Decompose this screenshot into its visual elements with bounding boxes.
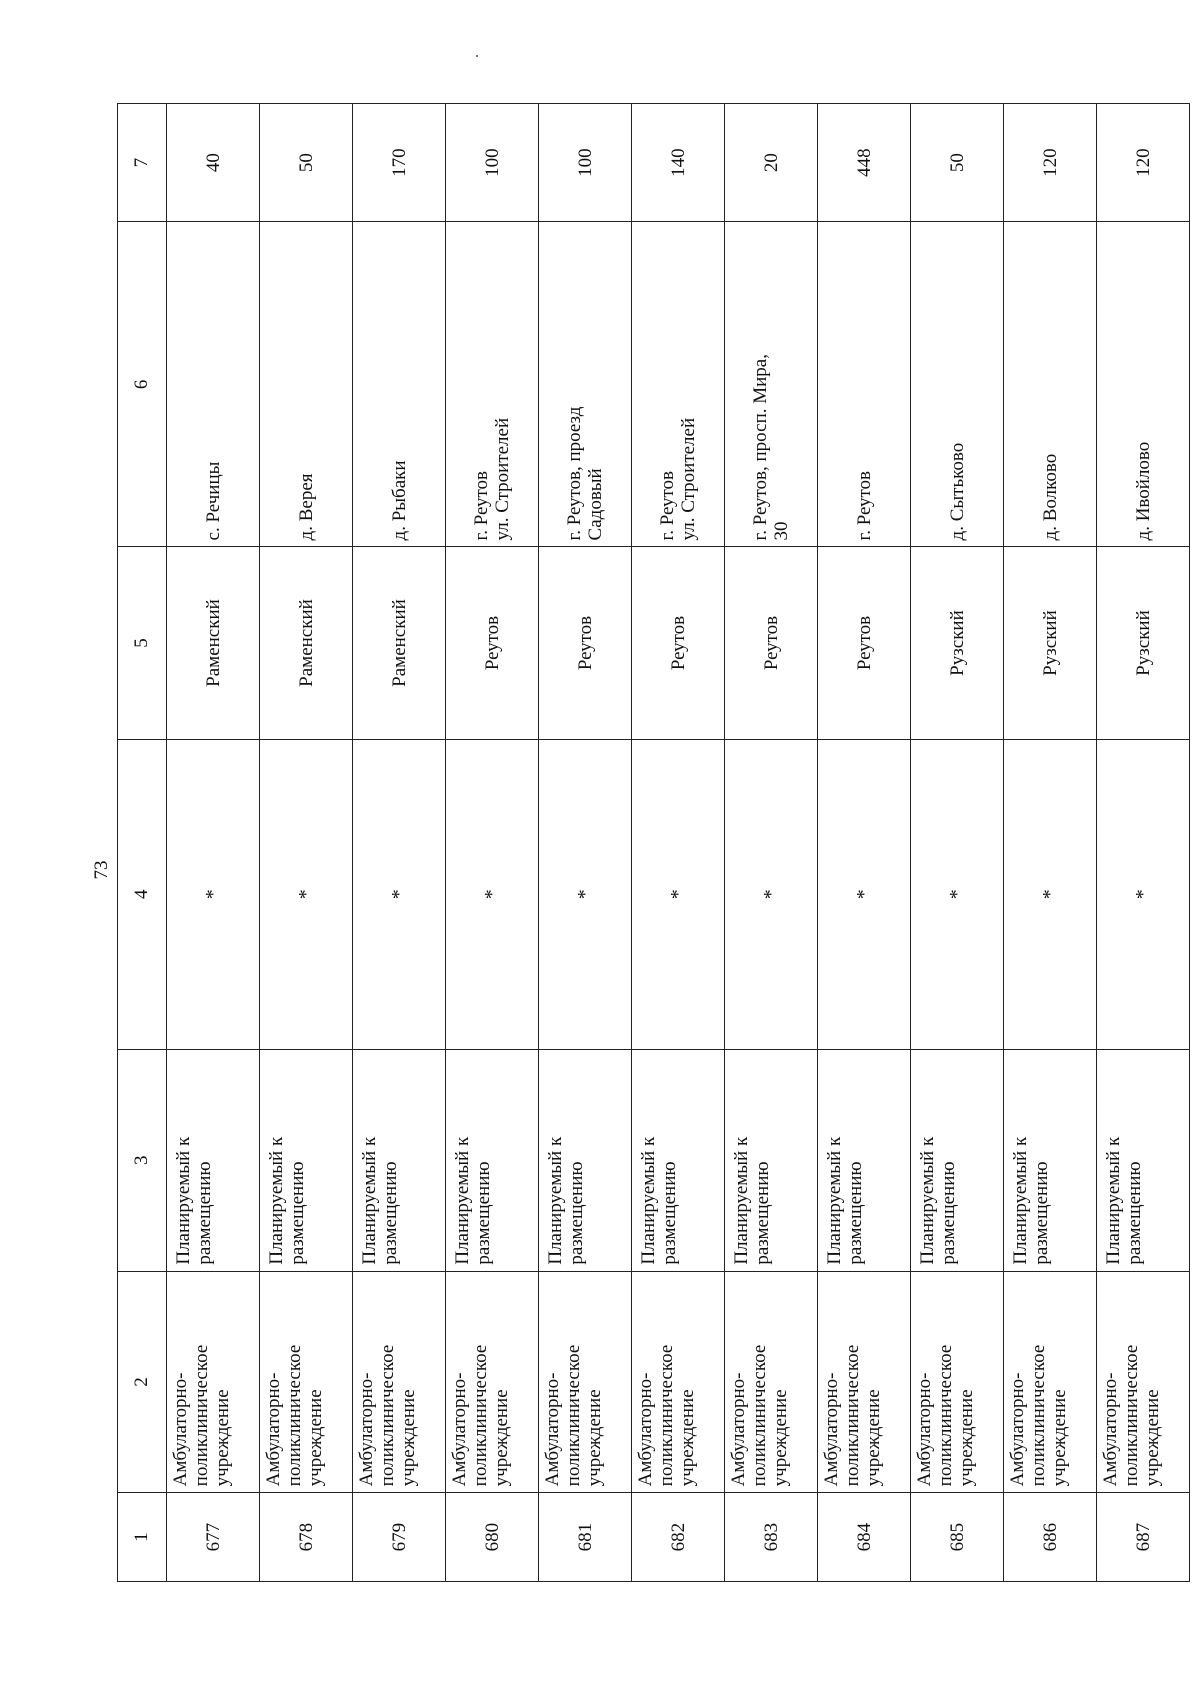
table-row bbox=[446, 104, 539, 1582]
facility-type-cell-text: Амбулаторно- поликлиническое учреждение bbox=[356, 1344, 419, 1487]
capacity-cell bbox=[1097, 104, 1190, 222]
mark-cell-text: * bbox=[387, 889, 410, 900]
district-cell bbox=[167, 547, 260, 739]
location-cell-text: д. Сытьково bbox=[946, 442, 968, 541]
district-cell-text: Реутов bbox=[760, 615, 782, 671]
capacity-cell-text: 20 bbox=[760, 153, 782, 173]
location-cell bbox=[911, 222, 1004, 547]
facility-type-cell-text: Амбулаторно- поликлиническое учреждение bbox=[170, 1344, 233, 1487]
header-cell-4: 4 bbox=[118, 739, 167, 1049]
row-number-cell-text: 677 bbox=[202, 1522, 224, 1552]
status-cell bbox=[725, 1049, 818, 1271]
mark-cell-text: * bbox=[573, 889, 596, 900]
header-cell-2: 2 bbox=[118, 1271, 167, 1493]
district-cell-text: Раменский bbox=[202, 599, 224, 687]
table-row bbox=[539, 104, 632, 1582]
status-cell bbox=[353, 1049, 446, 1271]
row-number-cell-text: 683 bbox=[760, 1522, 782, 1552]
location-cell bbox=[353, 222, 446, 547]
mark-cell-text: * bbox=[666, 889, 689, 900]
mark-cell bbox=[632, 739, 725, 1049]
location-cell-text: г. Реутов bbox=[853, 471, 875, 541]
table-row bbox=[1097, 104, 1190, 1582]
location-cell-text: д. Верея bbox=[295, 473, 317, 541]
status-cell-text: Планируемый к размещению bbox=[545, 1136, 587, 1265]
status-cell bbox=[818, 1049, 911, 1271]
district-cell-text: Раменский bbox=[295, 599, 317, 687]
location-cell-text: г. Реутов ул. Строителей bbox=[657, 417, 699, 541]
facility-type-cell bbox=[818, 1271, 911, 1493]
mark-cell-text: * bbox=[945, 889, 968, 900]
row-number-cell bbox=[818, 1493, 911, 1582]
document-table-area bbox=[117, 103, 1163, 1582]
facility-type-cell bbox=[911, 1271, 1004, 1493]
mark-cell bbox=[1097, 739, 1190, 1049]
capacity-cell-text: 170 bbox=[388, 148, 410, 177]
capacity-cell-text: 120 bbox=[1039, 148, 1061, 177]
location-cell-text: д. Ивойлово bbox=[1132, 441, 1154, 541]
facility-type-cell bbox=[539, 1271, 632, 1493]
location-cell bbox=[632, 222, 725, 547]
location-cell-text: д. Волково bbox=[1039, 453, 1061, 541]
location-cell-text: г. Реутов ул. Строителей bbox=[471, 417, 513, 541]
table-row bbox=[260, 104, 353, 1582]
district-cell-text: Рузский bbox=[1132, 610, 1154, 676]
row-number-cell-text: 686 bbox=[1039, 1522, 1061, 1552]
district-cell bbox=[725, 547, 818, 739]
row-number-cell-text: 681 bbox=[574, 1522, 596, 1552]
mark-cell-text: * bbox=[201, 889, 224, 900]
row-number-cell bbox=[539, 1493, 632, 1582]
location-cell-text: д. Рыбаки bbox=[388, 460, 410, 541]
facility-type-cell-text: Амбулаторно- поликлиническое учреждение bbox=[728, 1344, 791, 1487]
facility-type-cell-text: Амбулаторно- поликлиническое учреждение bbox=[449, 1344, 512, 1487]
district-cell bbox=[260, 547, 353, 739]
district-cell-text: Реутов bbox=[853, 615, 875, 671]
district-cell-text: Рузский bbox=[1039, 610, 1061, 676]
row-number-cell bbox=[632, 1493, 725, 1582]
district-cell bbox=[911, 547, 1004, 739]
capacity-cell-text: 448 bbox=[853, 148, 875, 177]
mark-cell-text: * bbox=[852, 889, 875, 900]
status-cell-text: Планируемый к размещению bbox=[638, 1136, 680, 1265]
status-cell bbox=[167, 1049, 260, 1271]
location-cell bbox=[539, 222, 632, 547]
facility-type-cell bbox=[725, 1271, 818, 1493]
facilities-table bbox=[117, 103, 1190, 1582]
status-cell-text: Планируемый к размещению bbox=[1010, 1136, 1052, 1265]
mark-cell bbox=[1004, 739, 1097, 1049]
district-cell bbox=[446, 547, 539, 739]
mark-cell-text: * bbox=[480, 889, 503, 900]
district-cell-text: Рузский bbox=[946, 610, 968, 676]
status-cell bbox=[446, 1049, 539, 1271]
facility-type-cell-text: Амбулаторно- поликлиническое учреждение bbox=[1100, 1344, 1163, 1487]
row-number-cell bbox=[167, 1493, 260, 1582]
row-number-cell-text: 684 bbox=[853, 1522, 875, 1552]
rotated-table-wrapper bbox=[117, 103, 1163, 1582]
table-row bbox=[1004, 104, 1097, 1582]
table-row bbox=[632, 104, 725, 1582]
header-cell-3: 3 bbox=[118, 1049, 167, 1271]
district-cell bbox=[353, 547, 446, 739]
facility-type-cell-text: Амбулаторно- поликлиническое учреждение bbox=[542, 1344, 605, 1487]
district-cell bbox=[1097, 547, 1190, 739]
page-number: 73 bbox=[91, 860, 112, 880]
district-cell-text: Реутов bbox=[574, 615, 596, 671]
location-cell-text: г. Реутов, проезд Садовый bbox=[564, 406, 606, 541]
location-cell bbox=[446, 222, 539, 547]
row-number-cell bbox=[725, 1493, 818, 1582]
capacity-cell bbox=[1004, 104, 1097, 222]
status-cell-text: Планируемый к размещению bbox=[452, 1136, 494, 1265]
header-cell-1: 1 bbox=[118, 1493, 167, 1582]
table-row bbox=[818, 104, 911, 1582]
row-number-cell-text: 680 bbox=[481, 1522, 503, 1552]
mark-cell-text: * bbox=[294, 889, 317, 900]
capacity-cell bbox=[911, 104, 1004, 222]
row-number-cell-text: 678 bbox=[295, 1522, 317, 1552]
status-cell-text: Планируемый к размещению bbox=[917, 1136, 959, 1265]
header-cell-5: 5 bbox=[118, 547, 167, 739]
location-cell bbox=[167, 222, 260, 547]
mark-cell bbox=[725, 739, 818, 1049]
mark-cell bbox=[539, 739, 632, 1049]
district-cell bbox=[539, 547, 632, 739]
district-cell bbox=[632, 547, 725, 739]
capacity-cell-text: 50 bbox=[295, 153, 317, 173]
row-number-cell-text: 682 bbox=[667, 1522, 689, 1552]
capacity-cell-text: 100 bbox=[574, 148, 596, 177]
status-cell-text: Планируемый к размещению bbox=[173, 1136, 215, 1265]
status-cell bbox=[260, 1049, 353, 1271]
district-cell-text: Реутов bbox=[481, 615, 503, 671]
district-cell bbox=[1004, 547, 1097, 739]
capacity-cell bbox=[446, 104, 539, 222]
location-cell bbox=[260, 222, 353, 547]
status-cell bbox=[911, 1049, 1004, 1271]
capacity-cell-text: 120 bbox=[1132, 148, 1154, 177]
facility-type-cell bbox=[260, 1271, 353, 1493]
capacity-cell-text: 140 bbox=[667, 148, 689, 177]
capacity-cell-text: 50 bbox=[946, 153, 968, 173]
header-row bbox=[118, 104, 167, 1582]
table-row bbox=[725, 104, 818, 1582]
capacity-cell bbox=[632, 104, 725, 222]
facility-type-cell-text: Амбулаторно- поликлиническое учреждение bbox=[263, 1344, 326, 1487]
location-cell-text: г. Реутов, просп. Мира, 30 bbox=[750, 354, 792, 541]
row-number-cell bbox=[446, 1493, 539, 1582]
facility-type-cell bbox=[353, 1271, 446, 1493]
location-cell bbox=[725, 222, 818, 547]
capacity-cell bbox=[167, 104, 260, 222]
status-cell-text: Планируемый к размещению bbox=[824, 1136, 866, 1265]
row-number-cell-text: 687 bbox=[1132, 1522, 1154, 1552]
mark-cell bbox=[353, 739, 446, 1049]
district-cell-text: Реутов bbox=[667, 615, 689, 671]
status-cell bbox=[1004, 1049, 1097, 1271]
mark-cell bbox=[911, 739, 1004, 1049]
scan-speck bbox=[476, 55, 478, 57]
row-number-cell bbox=[911, 1493, 1004, 1582]
location-cell-text: с. Речицы bbox=[202, 461, 224, 541]
facility-type-cell bbox=[632, 1271, 725, 1493]
mark-cell-text: * bbox=[759, 889, 782, 900]
capacity-cell bbox=[725, 104, 818, 222]
table-body bbox=[167, 104, 1190, 1582]
table-row bbox=[353, 104, 446, 1582]
capacity-cell bbox=[818, 104, 911, 222]
header-cell-7: 7 bbox=[118, 104, 167, 222]
district-cell bbox=[818, 547, 911, 739]
district-cell-text: Раменский bbox=[388, 599, 410, 687]
capacity-cell-text: 40 bbox=[202, 153, 224, 173]
row-number-cell bbox=[260, 1493, 353, 1582]
status-cell bbox=[632, 1049, 725, 1271]
mark-cell-text: * bbox=[1038, 889, 1061, 900]
status-cell bbox=[539, 1049, 632, 1271]
mark-cell-text: * bbox=[1131, 889, 1154, 900]
facility-type-cell-text: Амбулаторно- поликлиническое учреждение bbox=[821, 1344, 884, 1487]
location-cell bbox=[1004, 222, 1097, 547]
facility-type-cell bbox=[1004, 1271, 1097, 1493]
mark-cell bbox=[260, 739, 353, 1049]
facility-type-cell-text: Амбулаторно- поликлиническое учреждение bbox=[914, 1344, 977, 1487]
row-number-cell-text: 685 bbox=[946, 1522, 968, 1552]
status-cell-text: Планируемый к размещению bbox=[266, 1136, 308, 1265]
status-cell-text: Планируемый к размещению bbox=[731, 1136, 773, 1265]
location-cell bbox=[1097, 222, 1190, 547]
header-cell-6: 6 bbox=[118, 222, 167, 547]
row-number-cell bbox=[1004, 1493, 1097, 1582]
table-row bbox=[911, 104, 1004, 1582]
status-cell-text: Планируемый к размещению bbox=[1103, 1136, 1145, 1265]
row-number-cell-text: 679 bbox=[388, 1522, 410, 1552]
location-cell bbox=[818, 222, 911, 547]
facility-type-cell bbox=[167, 1271, 260, 1493]
row-number-cell bbox=[353, 1493, 446, 1582]
facility-type-cell bbox=[446, 1271, 539, 1493]
capacity-cell bbox=[539, 104, 632, 222]
capacity-cell bbox=[353, 104, 446, 222]
table-row bbox=[167, 104, 260, 1582]
capacity-cell bbox=[260, 104, 353, 222]
facility-type-cell-text: Амбулаторно- поликлиническое учреждение bbox=[635, 1344, 698, 1487]
mark-cell bbox=[818, 739, 911, 1049]
capacity-cell-text: 100 bbox=[481, 148, 503, 177]
status-cell-text: Планируемый к размещению bbox=[359, 1136, 401, 1265]
facility-type-cell-text: Амбулаторно- поликлиническое учреждение bbox=[1007, 1344, 1070, 1487]
mark-cell bbox=[446, 739, 539, 1049]
facility-type-cell bbox=[1097, 1271, 1190, 1493]
row-number-cell bbox=[1097, 1493, 1190, 1582]
status-cell bbox=[1097, 1049, 1190, 1271]
mark-cell bbox=[167, 739, 260, 1049]
